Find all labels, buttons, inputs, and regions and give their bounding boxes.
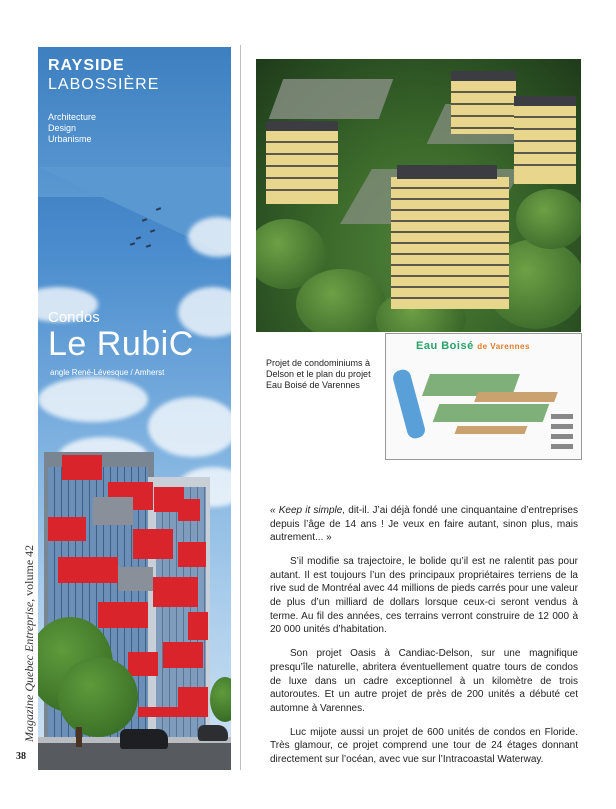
brand-name-line2: LABOSSIÈRE <box>48 76 160 93</box>
site-plan-varennes <box>385 333 582 460</box>
river <box>391 368 427 440</box>
condo-tower <box>514 104 576 184</box>
delson-condo-rendering <box>256 59 581 332</box>
column-divider <box>240 45 241 770</box>
car <box>120 729 168 749</box>
ad-project-title: Le RubiC <box>48 325 194 363</box>
brand-tag-architecture: Architecture <box>48 112 97 122</box>
article-paragraph: « Keep it simple, dit-il. J’ai déjà fondé une cinquantaine d’entreprises depuis l’âge de 14 ans ! Je veux en faire autant, sinon plus, mais autrement... » <box>270 505 578 544</box>
car <box>198 725 228 741</box>
cloud <box>38 377 148 422</box>
page-number: 38 <box>16 751 26 762</box>
condo-tower <box>391 177 509 309</box>
condo-tower <box>266 129 338 204</box>
article-paragraph: Luc mijote aussi un projet de 600 unités de condos en Floride. Très glamour, ce projet comprend une tour de 24 étages donnant directement sur l’océan, avec vue sur l’Intracoastal Waterway. <box>270 726 578 765</box>
cloud <box>148 397 231 457</box>
article-paragraph: Son projet Oasis à Candiac-Delson, sur une magnifique presqu’île naturelle, abritera éventuellement quatre tours de condos de luxe dans un cadre exceptionnel à un kilomètre de trois autoroutes. Et un autre projet de près de 200 unités a débuté cet automne à Varennes. <box>270 648 578 714</box>
brand-tag-urbanisme: Urbanisme <box>48 134 92 144</box>
magazine-side-caption: Magazine Quebec Entreprise, volume 42 <box>22 544 36 742</box>
ad-address: angle René-Lévesque / Amherst <box>50 368 165 377</box>
plan-title: Eau Boisé de Varennes <box>416 340 530 352</box>
article-paragraph: S’il modifie sa trajectoire, le bolide qu’il est ne ralentit pas pour autant. Il est toujours l’un des principaux propriétaires terriens de la rive sud de Montréal avec 44 millions de pieds carrés pour une valeur de plus d’un milliard de dollars lorsque ceux-ci seront vendus à terme. Au fil des années, ces terrains verront construire de 12 000 à 20 000 unités d’habitation. <box>270 556 578 636</box>
photo-caption: Projet de condominiums à Delson et le plan du projet Eau Boisé de Varennes <box>266 358 371 390</box>
brand-tag-design: Design <box>48 123 77 133</box>
condo-tower <box>451 79 516 134</box>
ad-condos-label: Condos <box>48 309 100 326</box>
article-body <box>270 504 578 777</box>
condo-advertisement <box>38 47 231 770</box>
brand-name-line1: RAYSIDE <box>48 57 125 74</box>
